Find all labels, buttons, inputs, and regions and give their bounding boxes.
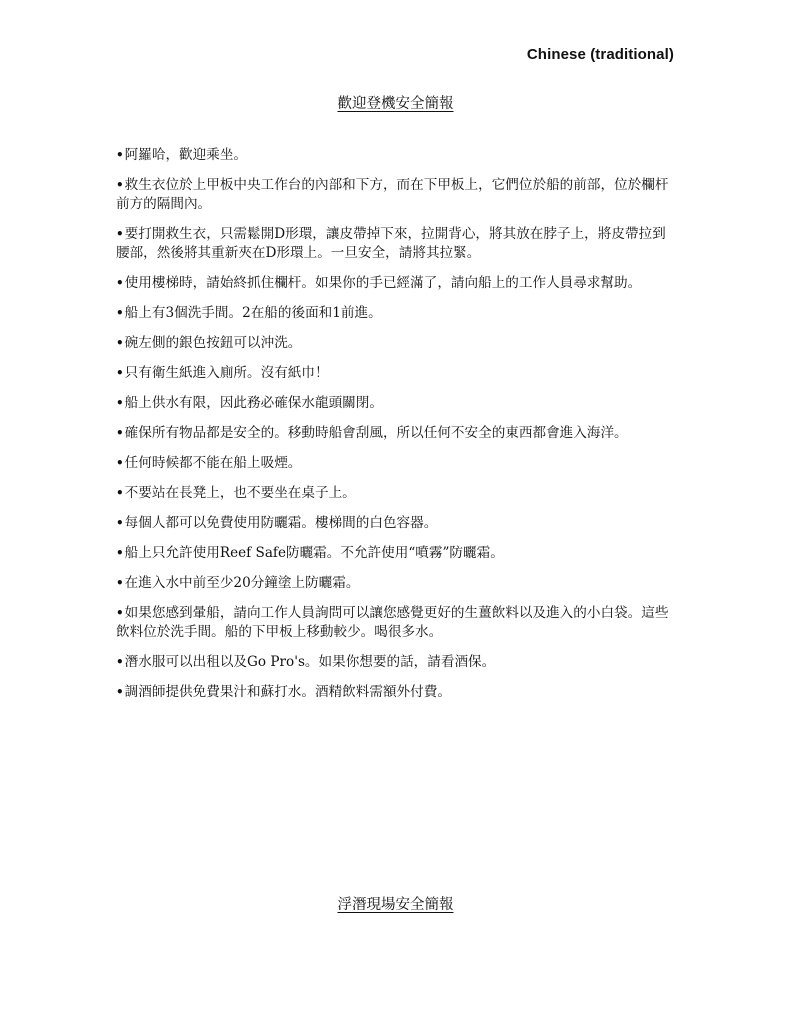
bullet-text: 阿羅哈，歡迎乘坐。 xyxy=(124,147,248,163)
bullet-text: 在進入水中前至少20分鐘塗上防曬霜。 xyxy=(124,575,360,591)
bullet-marker: • xyxy=(116,576,124,590)
bullet-text: 任何時候都不能在船上吸煙。 xyxy=(124,455,302,471)
section-title-boarding-safety: 歡迎登機安全簡報 xyxy=(337,96,454,112)
bullet-item xyxy=(116,364,676,383)
bullet-marker: • xyxy=(116,148,124,162)
bullet-marker: • xyxy=(116,178,124,192)
bullet-item xyxy=(116,653,676,672)
bullet-marker: • xyxy=(116,516,124,530)
bullet-marker: • xyxy=(116,655,124,669)
bullet-text: 救生衣位於上甲板中央工作台的內部和下方，而在下甲板上，它們位於船的前部，位於欄杆前方的隔間內。 xyxy=(116,177,669,212)
bullet-text: 調酒師提供免費果汁和蘇打水。酒精飲料需額外付費。 xyxy=(124,684,451,700)
bullet-marker: • xyxy=(116,456,124,470)
bullet-marker: • xyxy=(116,306,124,320)
bullet-item xyxy=(116,424,676,443)
bullet-marker: • xyxy=(116,336,124,350)
bullet-text: 潛水服可以出租以及Go Pro's。如果你想要的話，請看酒保。 xyxy=(124,654,496,670)
bullet-item xyxy=(116,683,676,702)
language-label: Chinese (traditional) xyxy=(526,46,674,63)
bullet-text: 船上供水有限，因此務必確保水龍頭關閉。 xyxy=(124,395,383,411)
section-title-snorkel-safety: 浮潛現場安全簡報 xyxy=(337,897,454,913)
bullet-item xyxy=(116,574,676,593)
bullet-item xyxy=(116,274,676,293)
bullet-item xyxy=(116,304,676,323)
bullet-item xyxy=(116,514,676,533)
bullet-text: 使用樓梯時，請始終抓住欄杆。如果你的手已經滿了，請向船上的工作人員尋求幫助。 xyxy=(124,275,642,291)
bullet-marker: • xyxy=(116,606,124,620)
bullet-text: 如果您感到暈船，請向工作人員詢問可以讓您感覺更好的生薑飲料以及進入的小白袋。這些飲料位於洗手間。船的下甲板上移動較少。喝很多水。 xyxy=(116,605,669,640)
bullet-text: 不要站在長凳上，也不要坐在桌子上。 xyxy=(124,485,356,501)
bullet-item xyxy=(116,394,676,413)
bullet-text: 只有衛生紙進入廁所。沒有紙巾！ xyxy=(124,365,329,381)
bullet-text: 船上有3個洗手間。2在船的後面和1前進。 xyxy=(124,305,382,321)
bullet-item xyxy=(116,604,676,642)
bullet-item xyxy=(116,176,676,214)
bullet-item xyxy=(116,225,676,263)
bullet-text: 確保所有物品都是安全的。移動時船會刮風，所以任何不安全的東西都會進入海洋。 xyxy=(124,425,628,441)
bullet-item xyxy=(116,484,676,503)
bullet-marker: • xyxy=(116,546,124,560)
bullet-text: 要打開救生衣，只需鬆開D形環，讓皮帶掉下來，拉開背心，將其放在脖子上，將皮帶拉到腰部，然後將其重新夾在D形環上。一旦安全，請將其拉緊。 xyxy=(116,226,666,261)
bullet-item xyxy=(116,146,676,165)
bullet-marker: • xyxy=(116,426,124,440)
bullet-item xyxy=(116,334,676,353)
bullet-marker: • xyxy=(116,685,124,699)
bullet-marker: • xyxy=(116,396,124,410)
bullet-marker: • xyxy=(116,486,124,500)
bullet-text: 船上只允許使用Reef Safe防曬霜。不允許使用“噴霧”防曬霜。 xyxy=(124,545,504,561)
bullet-text: 碗左側的銀色按鈕可以沖洗。 xyxy=(124,335,302,351)
bullet-marker: • xyxy=(116,366,124,380)
safety-bullet-list xyxy=(116,146,676,713)
bullet-item xyxy=(116,454,676,473)
bullet-marker: • xyxy=(116,276,124,290)
bullet-item xyxy=(116,544,676,563)
bullet-text: 每個人都可以免費使用防曬霜。樓梯間的白色容器。 xyxy=(124,515,438,531)
bullet-marker: • xyxy=(116,227,124,241)
